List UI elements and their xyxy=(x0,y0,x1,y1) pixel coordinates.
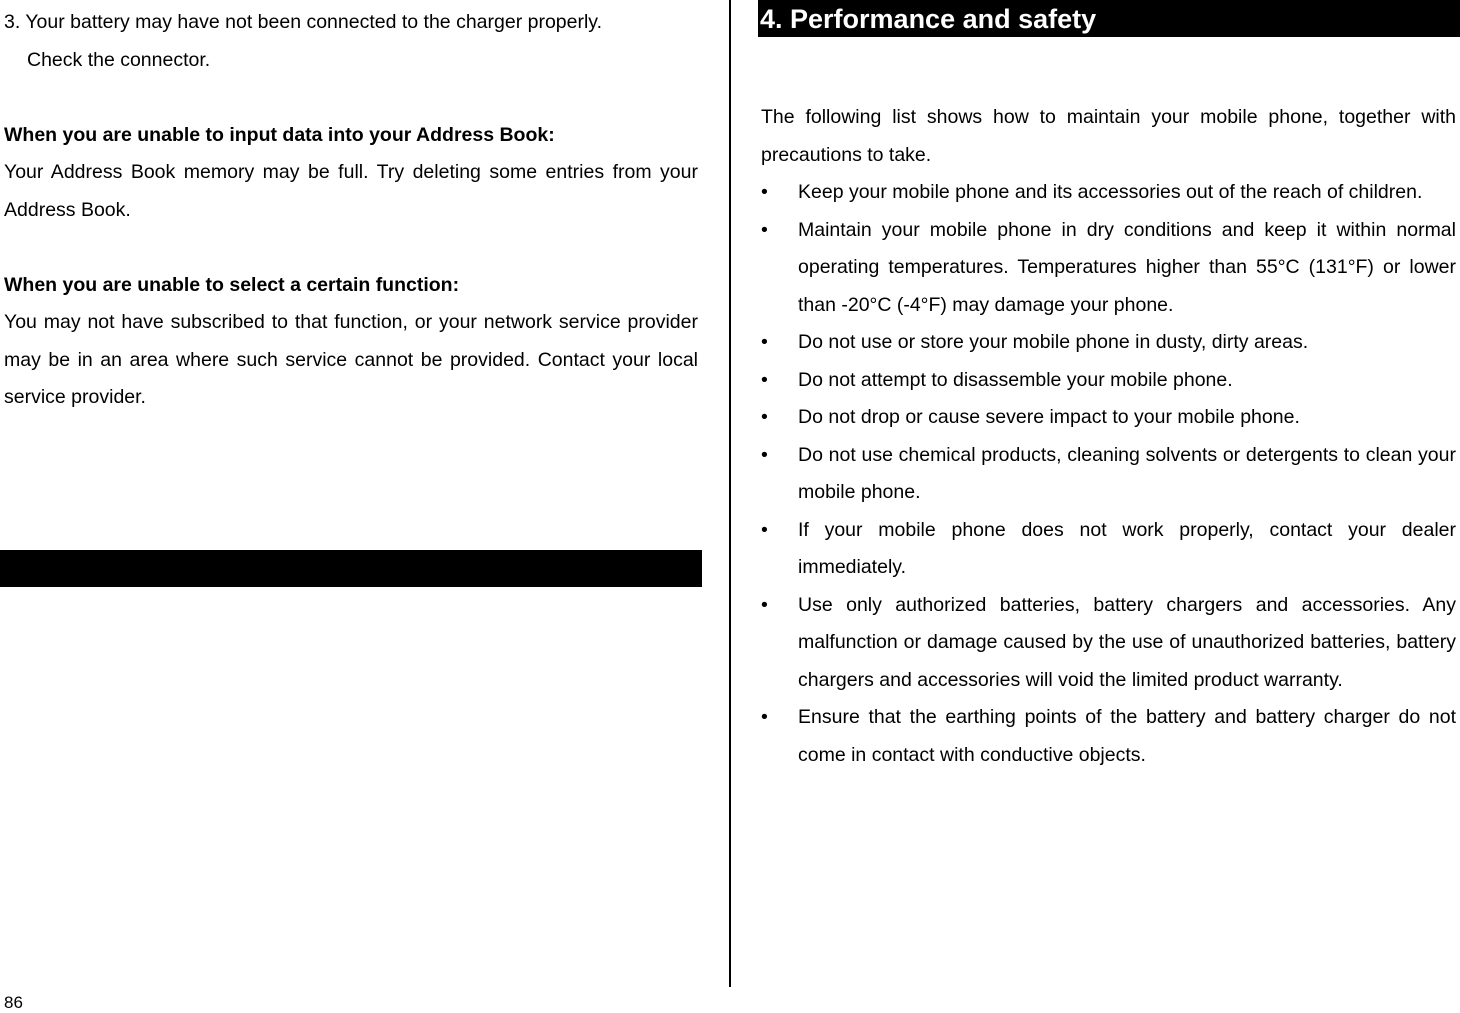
left-section-bar xyxy=(0,550,702,587)
bullet-icon: • xyxy=(761,706,768,728)
list-item xyxy=(761,437,1456,512)
list-item-text: Do not attempt to disassemble your mobile phone. xyxy=(798,368,1233,391)
bullet-icon: • xyxy=(761,593,768,616)
list-item-text: Do not use chemical products, cleaning solvents or detergents to clean your mobile phone. xyxy=(798,443,1456,503)
list-item xyxy=(761,362,1456,400)
list-item xyxy=(761,174,1456,212)
bullet-icon: • xyxy=(761,218,768,241)
left-column xyxy=(4,4,698,417)
address-book-heading: When you are unable to input data into your Address Book: xyxy=(4,123,555,146)
bullet-icon: • xyxy=(761,518,768,541)
list-item xyxy=(761,324,1456,362)
list-item xyxy=(761,512,1456,587)
bullet-icon: • xyxy=(761,443,768,466)
list-item-text: Keep your mobile phone and its accessories out of the reach of children. xyxy=(798,181,1423,203)
column-divider xyxy=(729,0,731,987)
list-item-text: If your mobile phone does not work properly, contact your dealer immediately. xyxy=(798,518,1456,578)
intro-text: The following list shows how to maintain your mobile phone, together with precautions to take. xyxy=(761,106,1456,166)
list-item xyxy=(761,399,1456,437)
item3-line1: 3. Your battery may have not been connected to the charger properly. xyxy=(4,11,603,33)
list-item-text: Ensure that the earthing points of the battery and battery charger do not come in contact with conductive objects. xyxy=(798,706,1456,766)
right-column xyxy=(761,99,1456,774)
address-book-body: Your Address Book memory may be full. Try deleting some entries from your Address Book. xyxy=(4,161,698,221)
list-item xyxy=(761,587,1456,700)
spacer xyxy=(4,79,698,117)
function-heading: When you are unable to select a certain function: xyxy=(4,273,460,296)
list-item-text: Do not use or store your mobile phone in dusty, dirty areas. xyxy=(798,331,1309,353)
function-body: You may not have subscribed to that function, or your network service provider may be in an area where such service cannot be provided. Contact your local service provider. xyxy=(4,311,698,408)
list-item-text: Do not drop or cause severe impact to your mobile phone. xyxy=(798,406,1300,428)
bullet-icon: • xyxy=(761,181,768,203)
list-item-text: Maintain your mobile phone in dry conditions and keep it within normal operating temperatures. Temperatures higher than 55°C (131°F) or lower than -20°C (-4°F) may damage your phone. xyxy=(798,218,1456,316)
safety-list xyxy=(761,174,1456,774)
bullet-icon: • xyxy=(761,368,768,391)
item3-line2: Check the connector. xyxy=(27,48,211,71)
page-number: 86 xyxy=(4,993,23,1012)
list-item-text: Use only authorized batteries, battery chargers and accessories. Any malfunction or damage caused by the use of unauthorized batteries, battery chargers and accessories will void the limited product warranty. xyxy=(798,593,1456,691)
section-title: 4. Performance and safety xyxy=(758,0,1460,37)
bullet-icon: • xyxy=(761,331,768,353)
bullet-icon: • xyxy=(761,406,768,428)
spacer xyxy=(4,229,698,267)
list-item xyxy=(761,212,1456,325)
list-item xyxy=(761,699,1456,774)
